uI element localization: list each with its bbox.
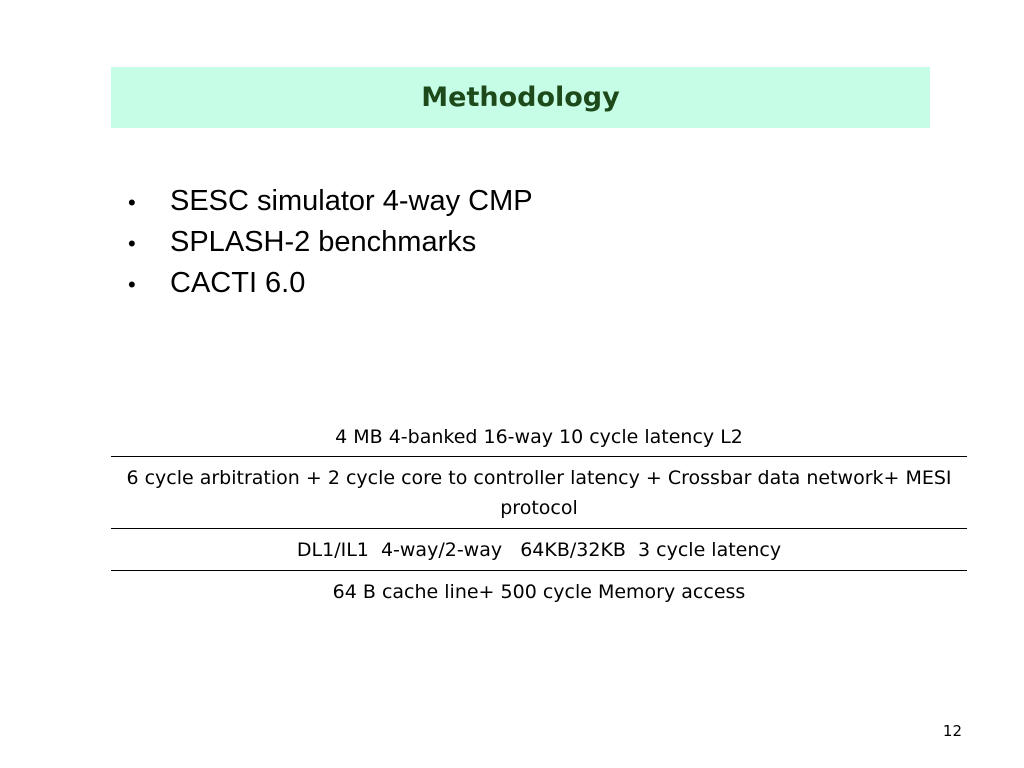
bullet-dot-icon: • (128, 190, 136, 215)
slide-title: Methodology (421, 82, 620, 113)
configuration-table (111, 417, 967, 613)
table-row (111, 529, 967, 571)
table-cell: DL1/IL1 4-way/2-way 64KB/32KB 3 cycle latency (111, 529, 967, 571)
slide-title-bar (111, 67, 930, 128)
table-row (111, 571, 967, 614)
bullet-item (128, 222, 533, 263)
bullet-text: SPLASH-2 benchmarks (170, 226, 477, 258)
table-cell: 6 cycle arbitration + 2 cycle core to controller latency + Crossbar data network+ MESI protocol (111, 457, 967, 529)
bullet-text: SESC simulator 4-way CMP (170, 185, 533, 217)
bullet-text: CACTI 6.0 (170, 267, 306, 299)
page-number: 12 (942, 722, 962, 740)
table-row (111, 417, 967, 457)
bullet-item (128, 263, 533, 304)
table-row (111, 457, 967, 529)
bullet-dot-icon: • (128, 272, 136, 297)
table-cell: 4 MB 4-banked 16-way 10 cycle latency L2 (111, 417, 967, 457)
bullet-item (128, 181, 533, 222)
bullet-list (128, 181, 533, 304)
bullet-dot-icon: • (128, 231, 136, 256)
table-cell: 64 B cache line+ 500 cycle Memory access (332, 581, 746, 603)
